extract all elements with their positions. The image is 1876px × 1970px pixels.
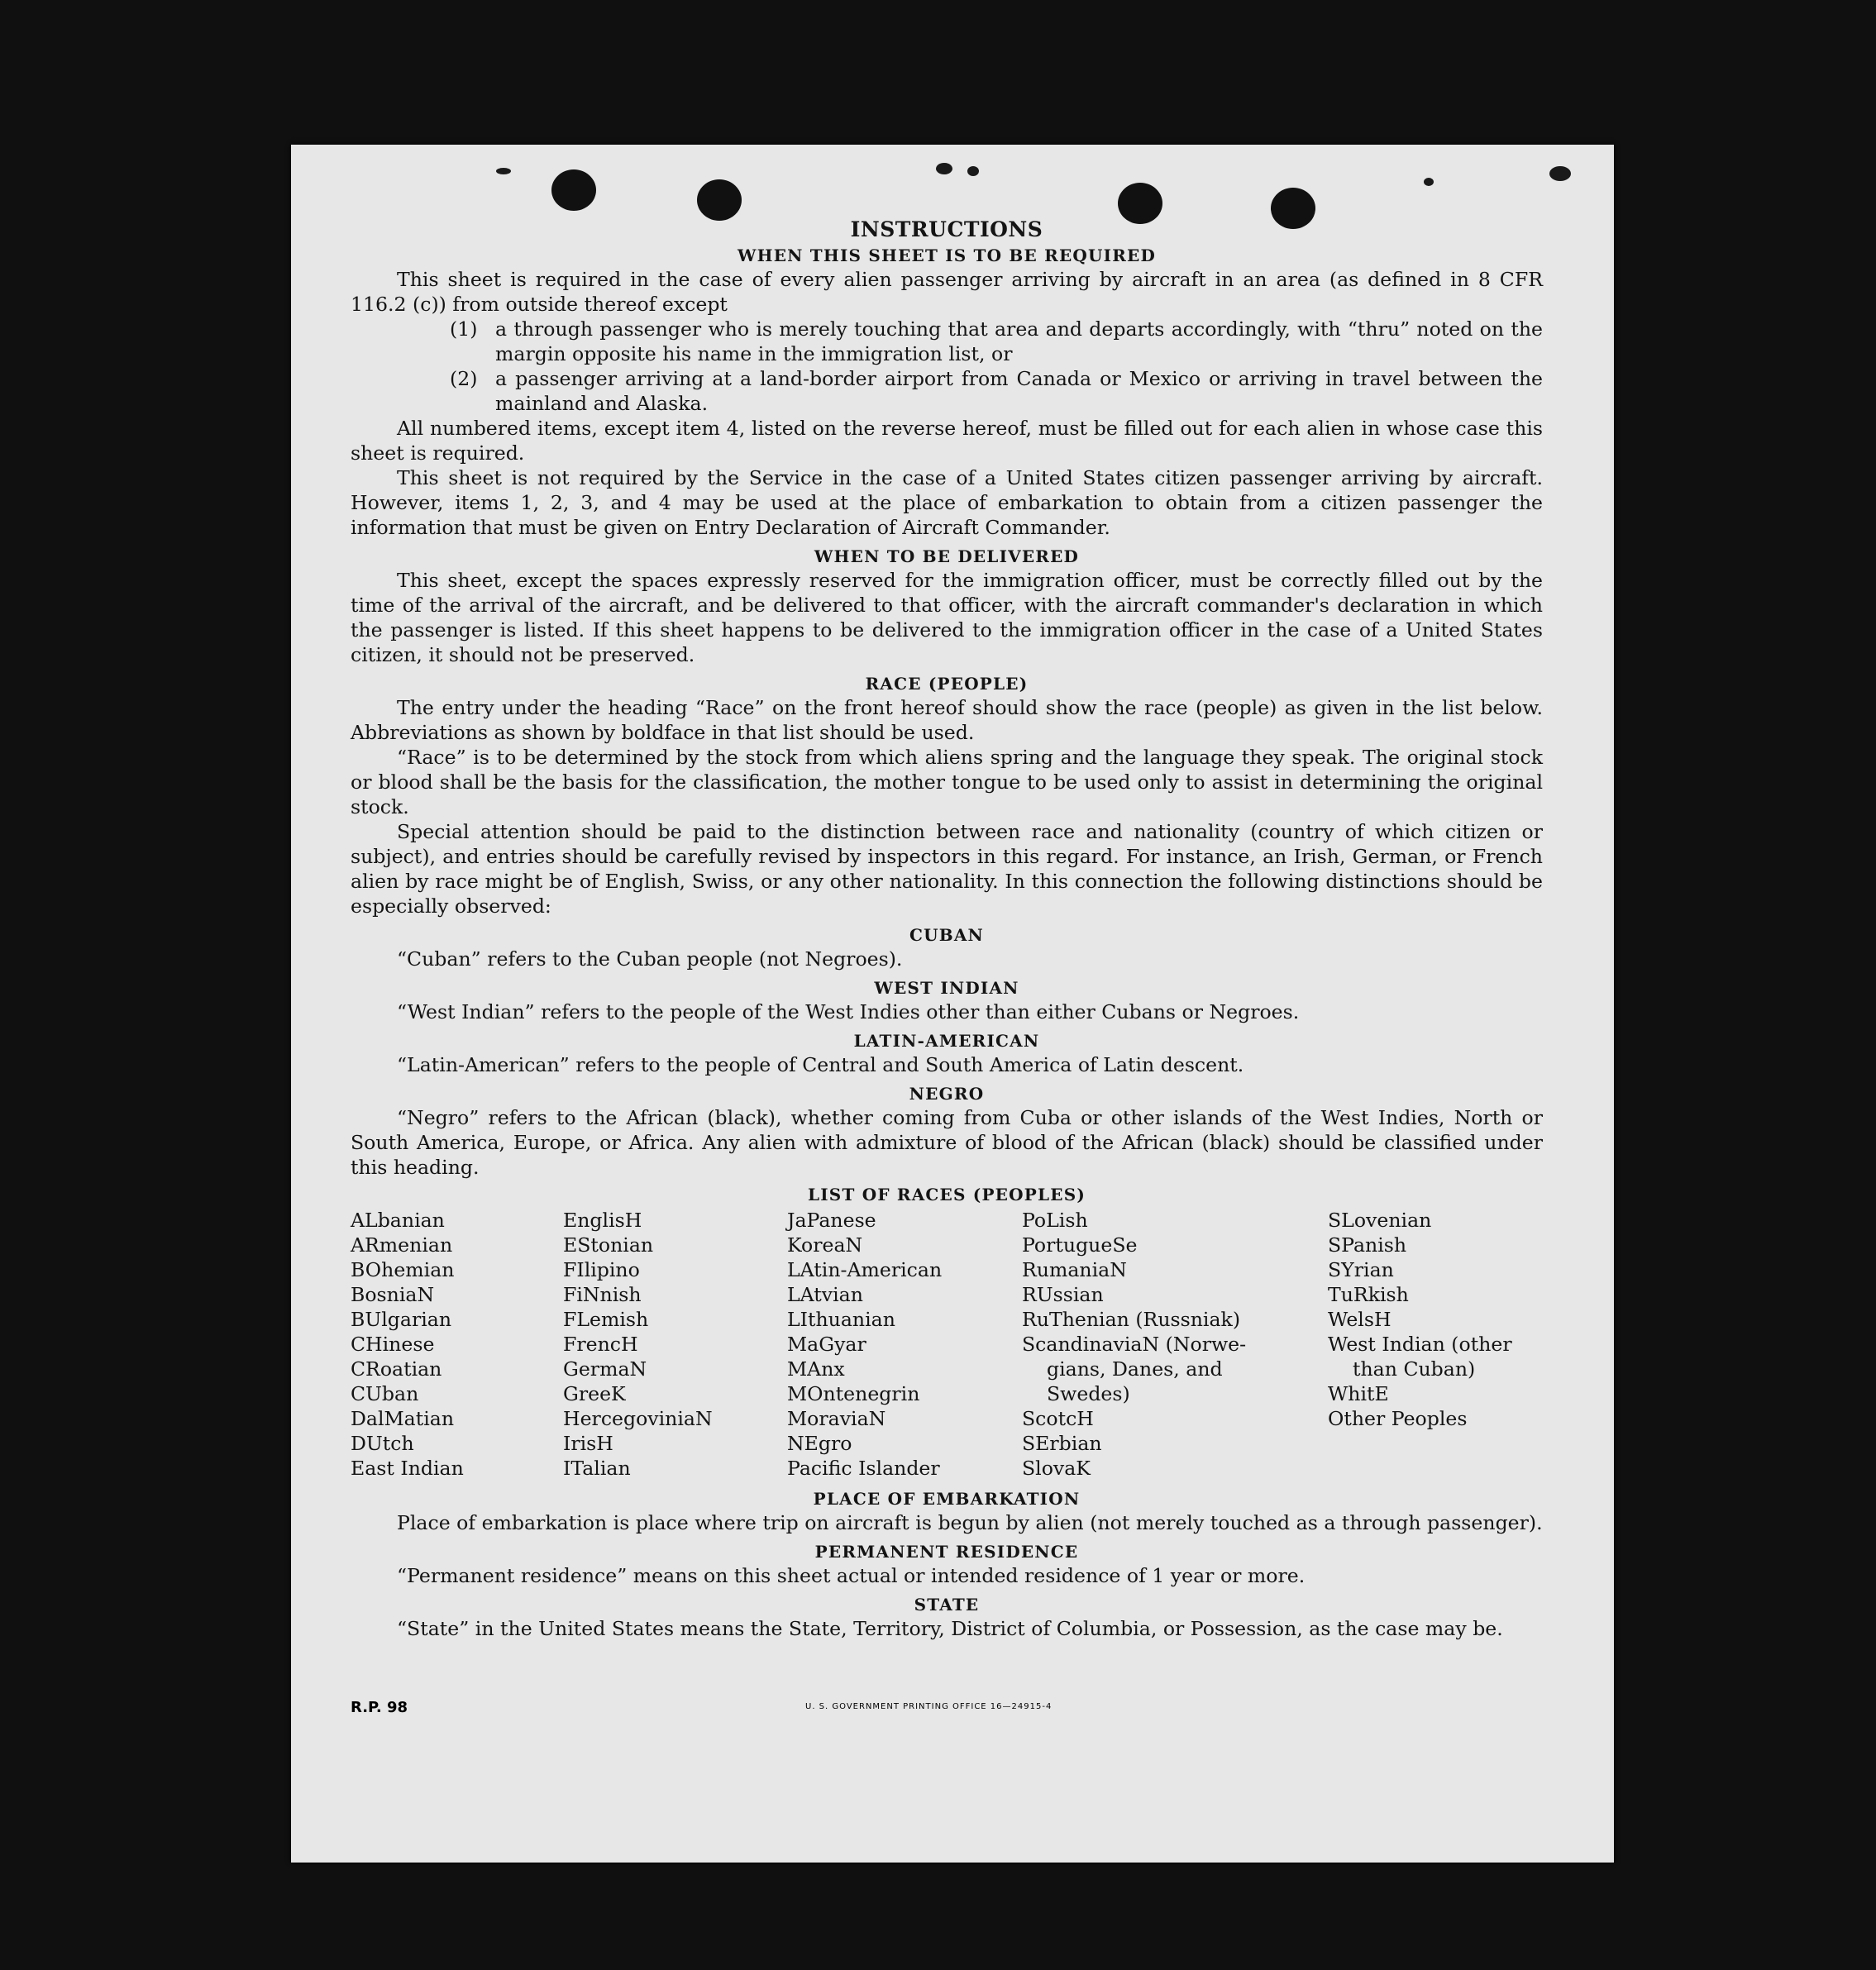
item-number: (1) — [450, 317, 478, 341]
race-entry: IrisH — [563, 1432, 613, 1455]
page-title: INSTRUCTIONS — [850, 217, 1043, 241]
race-entry: WhitE — [1328, 1382, 1389, 1405]
section-heading-when-required: WHEN THIS SHEET IS TO BE REQUIRED — [737, 246, 1157, 265]
item-text: a passenger arriving at a land-border airport from Canada or Mexico or arriving in travel between the mainland and Alaska. — [495, 367, 1543, 415]
race-entry-continued: than Cuban) — [1353, 1357, 1476, 1381]
ink-speck — [1424, 178, 1434, 186]
race-entry: ITalian — [563, 1457, 631, 1480]
race-entry: GermaN — [563, 1357, 647, 1381]
printer-imprint: U. S. GOVERNMENT PRINTING OFFICE 16—24915-4 — [805, 1702, 1053, 1711]
race-entry: SlovaK — [1022, 1457, 1091, 1480]
race-entry: CRoatian — [351, 1357, 442, 1381]
ink-speck — [496, 168, 511, 174]
exception-item — [351, 366, 1543, 416]
race-entry: BosniaN — [351, 1283, 435, 1306]
race-entry: NEgro — [787, 1432, 852, 1455]
race-entry: KoreaN — [787, 1233, 863, 1257]
race-entry: MOntenegrin — [787, 1382, 920, 1405]
cuban-paragraph: “Cuban” refers to the Cuban people (not Negroes). — [397, 947, 903, 971]
section-heading-west-indian: WEST INDIAN — [874, 978, 1019, 998]
race-entry: PortugueSe — [1022, 1233, 1138, 1257]
instructions-body — [351, 217, 1543, 1641]
race-entry: LIthuanian — [787, 1308, 895, 1331]
race-entry: Other Peoples — [1328, 1407, 1468, 1430]
section-heading-embarkation: PLACE OF EMBARKATION — [813, 1489, 1081, 1509]
races-column — [563, 1208, 787, 1481]
race-entry: FLemish — [563, 1308, 649, 1331]
race-entry: PoLish — [1022, 1209, 1088, 1232]
races-column — [787, 1208, 1022, 1481]
race-entry: HercegoviniaN — [563, 1407, 713, 1430]
race-entry: East Indian — [351, 1457, 464, 1480]
race-entry: LAtin-American — [787, 1258, 943, 1281]
latin-american-paragraph: “Latin-American” refers to the people of Central and South America of Latin descent. — [397, 1053, 1244, 1076]
item-number: (2) — [450, 367, 478, 390]
residence-paragraph: “Permanent residence” means on this sheet actual or intended residence of 1 year or more. — [397, 1564, 1306, 1587]
race-entry: FrencH — [563, 1333, 638, 1356]
race-entry: FiNnish — [563, 1283, 642, 1306]
section-heading-race: RACE (PEOPLE) — [865, 674, 1029, 694]
section-heading-state: STATE — [914, 1595, 980, 1615]
race-entry: CHinese — [351, 1333, 435, 1356]
race-entry: EnglisH — [563, 1209, 642, 1232]
race-entry: LAtvian — [787, 1283, 863, 1306]
ink-speck — [936, 163, 952, 174]
race-entry: EStonian — [563, 1233, 654, 1257]
race-entry: SErbian — [1022, 1432, 1102, 1455]
race-entry: Pacific Islander — [787, 1457, 940, 1480]
race-entry: SPanish — [1328, 1233, 1407, 1257]
race-entry: RUssian — [1022, 1283, 1104, 1306]
race-entry: MaGyar — [787, 1333, 866, 1356]
document-page — [291, 145, 1614, 1863]
section-heading-cuban: CUBAN — [909, 925, 985, 945]
punch-hole — [551, 169, 596, 211]
race-entry: RumaniaN — [1022, 1258, 1127, 1281]
race-entry: JaPanese — [787, 1209, 876, 1232]
race-entry: DalMatian — [351, 1407, 455, 1430]
race-entry: ALbanian — [351, 1209, 445, 1232]
exception-item — [351, 317, 1543, 366]
races-table — [351, 1208, 1543, 1481]
citizen-paragraph: This sheet is not required by the Service in the case of a United States citizen passenger arriving by aircraft. However, items 1, 2, 3, and 4 may be used at the place of embarkation to obtain from a citizen passenger the information that must be given on Entry Declaration of Aircraft Commander. — [351, 466, 1543, 539]
race-entry: FIlipino — [563, 1258, 640, 1281]
embarkation-paragraph: Place of embarkation is place where trip on aircraft is begun by alien (not merely touched as a through passenger). — [397, 1511, 1543, 1534]
form-number: R.P. 98 — [351, 1699, 408, 1716]
ink-speck — [967, 166, 979, 176]
race-entry: WelsH — [1328, 1308, 1391, 1331]
section-heading-latin-american: LATIN-AMERICAN — [853, 1031, 1040, 1051]
item-text: a through passenger who is merely touching that area and departs accordingly, with “thru” noted on the margin opposite his name in the immigration list, or — [495, 317, 1543, 365]
race-entry: MAnx — [787, 1357, 845, 1381]
race-entry-continued: gians, Danes, and — [1047, 1357, 1223, 1381]
race-entry: West Indian (other — [1328, 1333, 1512, 1356]
west-indian-paragraph: “West Indian” refers to the people of the West Indies other than either Cubans or Negroes. — [397, 1000, 1300, 1023]
race-entry: ScotcH — [1022, 1407, 1094, 1430]
intro-paragraph: This sheet is required in the case of every alien passenger arriving by aircraft in an area (as defined in 8 CFR 116.2 (c)) from outside thereof except — [351, 268, 1543, 316]
page-footer — [351, 1699, 1543, 1724]
races-column — [1328, 1208, 1543, 1481]
section-heading-negro: NEGRO — [909, 1084, 985, 1104]
races-column — [1022, 1208, 1328, 1481]
race-entry: BUlgarian — [351, 1308, 452, 1331]
section-heading-delivered: WHEN TO BE DELIVERED — [814, 546, 1080, 566]
race-entry: DUtch — [351, 1432, 414, 1455]
punch-hole — [697, 179, 742, 221]
section-heading-list-of-races: LIST OF RACES (PEOPLES) — [807, 1185, 1086, 1204]
ink-speck — [1549, 166, 1571, 181]
race-entry: ARmenian — [351, 1233, 453, 1257]
section-heading-residence: PERMANENT RESIDENCE — [814, 1542, 1079, 1562]
race-entry: GreeK — [563, 1382, 626, 1405]
races-column — [351, 1208, 563, 1481]
numbered-items-paragraph: All numbered items, except item 4, listed on the reverse hereof, must be filled out for each alien in whose case this sheet is required. — [351, 417, 1543, 465]
race-paragraph: Special attention should be paid to the distinction between race and nationality (country of which citizen or subject), and entries should be carefully revised by inspectors in this regard. For instance, an Irish, German, or French alien by race might be of English, Swiss, or any other nationality. In this connection the following distinctions should be especially observed: — [351, 820, 1543, 918]
negro-paragraph: “Negro” refers to the African (black), whether coming from Cuba or other islands of the West Indies, North or South America, Europe, or Africa. Any alien with admixture of blood of the African (black) should be classified under this heading. — [351, 1106, 1543, 1179]
race-entry: BOhemian — [351, 1258, 455, 1281]
race-entry: CUban — [351, 1382, 419, 1405]
race-entry: TuRkish — [1328, 1283, 1409, 1306]
race-paragraph: The entry under the heading “Race” on the front hereof should show the race (people) as given in the list below. Abbreviations as shown by boldface in that list should be used. — [351, 696, 1543, 744]
race-entry: ScandinaviaN (Norwe- — [1022, 1333, 1247, 1356]
race-entry: RuThenian (Russniak) — [1022, 1308, 1241, 1331]
race-entry: SLovenian — [1328, 1209, 1432, 1232]
race-entry: SYrian — [1328, 1258, 1394, 1281]
race-entry: MoraviaN — [787, 1407, 886, 1430]
race-paragraph: “Race” is to be determined by the stock from which aliens spring and the language they speak. The original stock or blood shall be the basis for the classification, the mother tongue to be used only to assist in determining the original stock. — [351, 746, 1543, 818]
delivered-paragraph: This sheet, except the spaces expressly reserved for the immigration officer, must be correctly filled out by the time of the arrival of the aircraft, and be delivered to that officer, with the aircraft commander's declaration in which the passenger is listed. If this sheet happens to be delivered to the immigration officer in the case of a United States citizen, it should not be preserved. — [351, 569, 1543, 666]
state-paragraph: “State” in the United States means the State, Territory, District of Columbia, or Possession, as the case may be. — [397, 1617, 1503, 1640]
race-entry-continued: Swedes) — [1047, 1382, 1130, 1405]
